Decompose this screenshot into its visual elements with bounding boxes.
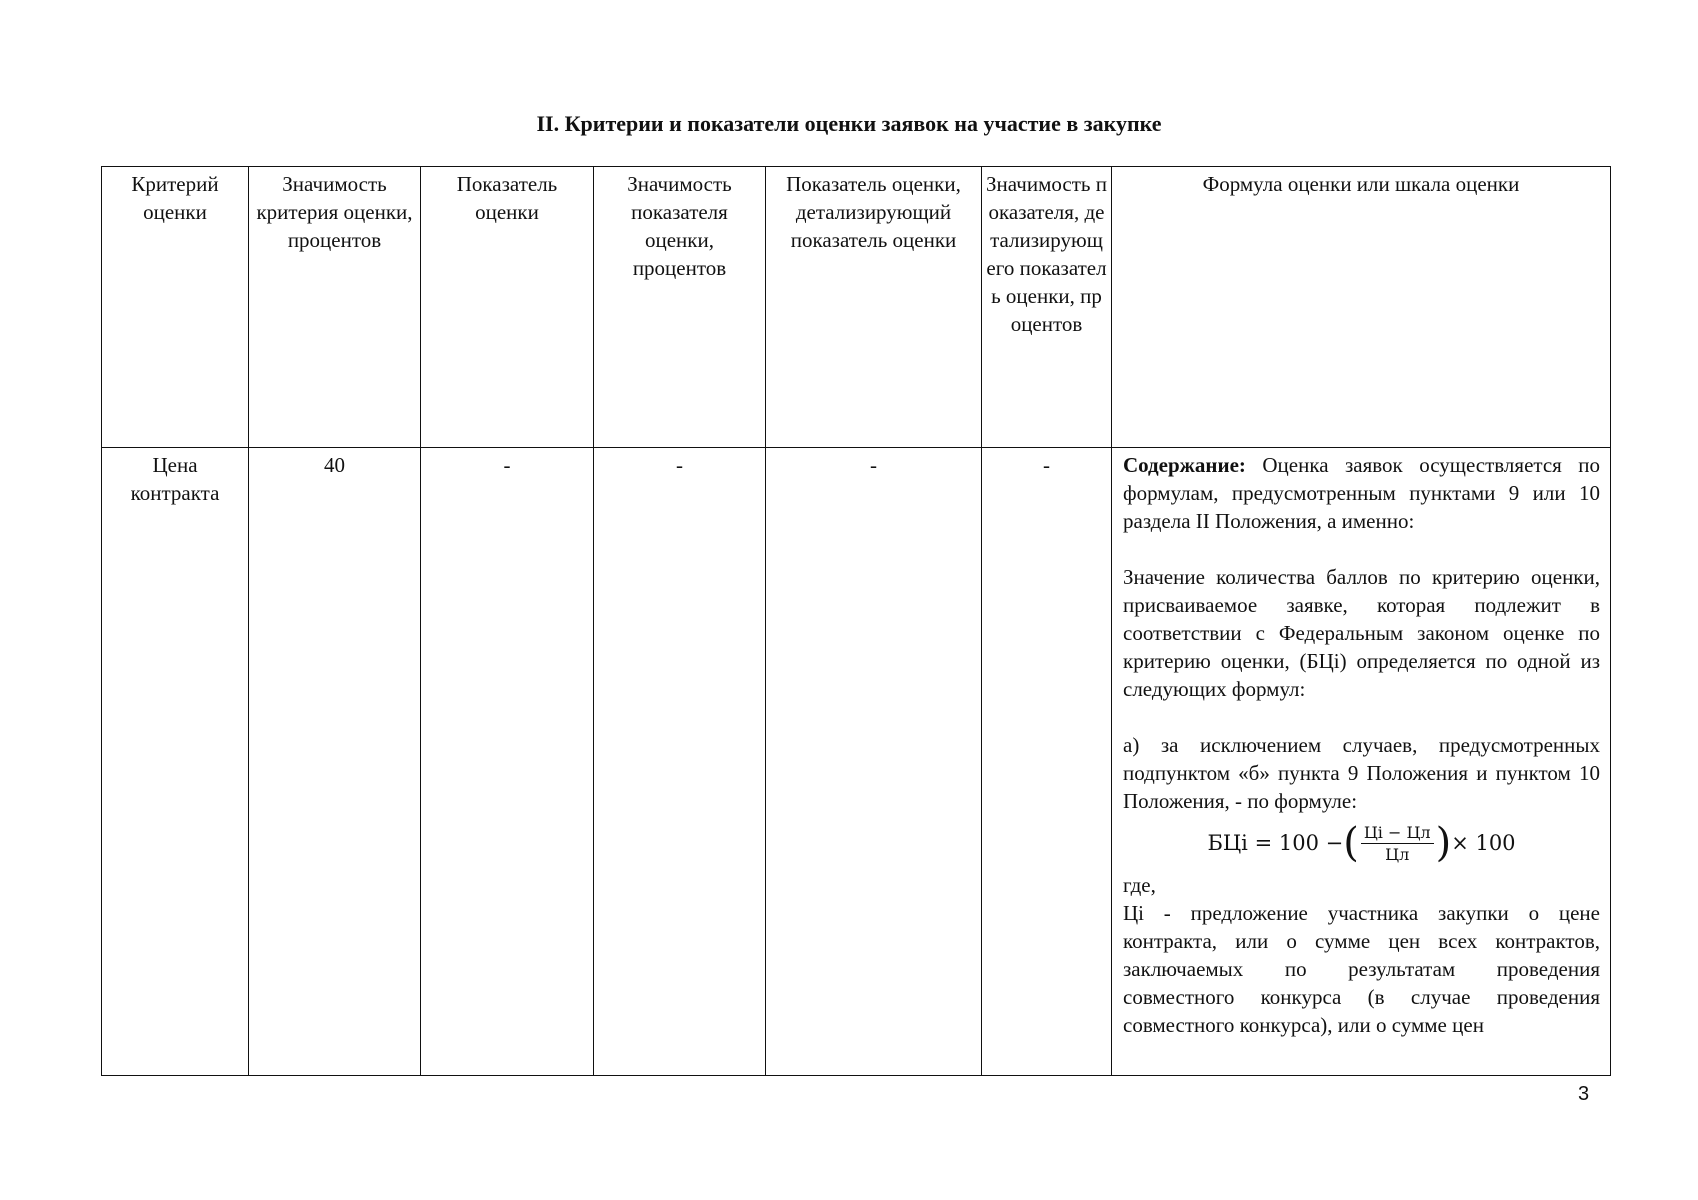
header-indicator-weight: Значимость показателя оценки, процентов [627, 172, 732, 280]
formula-paragraph-content [1123, 451, 1600, 535]
cell-detail-weight: - [1043, 453, 1050, 477]
criteria-table [101, 166, 1611, 1076]
formula-rhs: × 100 [1451, 831, 1516, 855]
formula-paragraph-definition: Цi - предложение участника закупки о цене контракта, или о сумме цен всех контрактов, заключаемых по результатам проведения совместного конкурса (в случае проведения совместного конкурса), или о сумме цен [1123, 901, 1600, 1037]
formula-denominator: Цл [1385, 844, 1410, 864]
cell-detail-indicator: - [870, 453, 877, 477]
cell-indicator: - [503, 453, 511, 477]
header-criterion: Критерий оценки [131, 172, 219, 224]
header-detail-weight: Значимость показателя, детализирующего показатель оценки, процентов [986, 172, 1107, 336]
cell-criterion: Цена контракта [130, 453, 220, 505]
formula-numerator: Цi − Цл [1361, 822, 1434, 844]
content-text: Оценка заявок осуществляется по формулам, предусмотренным пунктами 9 или 10 раздела II Положения, а именно: [1123, 453, 1600, 533]
cell-formula [1112, 448, 1610, 1075]
header-criterion-weight: Значимость критерия оценки, процентов [256, 172, 413, 252]
formula-paragraph-case-a: а) за исключением случаев, предусмотренных подпунктом «б» пункта 9 Положения и пунктом 10 Положения, - по формуле: [1123, 733, 1600, 813]
header-detail-indicator: Показатель оценки, детализирующий показатель оценки [786, 172, 961, 252]
formula-fraction [1361, 822, 1434, 865]
cell-criterion-weight: 40 [324, 453, 345, 477]
price-formula: БЦi = 100 − ( $\frac{Цi - Цл}{Цл}$ ) × 100 [1207, 820, 1516, 866]
formula-lhs: БЦi = 100 − [1207, 831, 1344, 855]
cell-indicator-weight: - [676, 453, 683, 477]
page-title: II. Критерии и показатели оценки заявок на участие в закупке [536, 111, 1162, 136]
formula-paragraph-scoring: Значение количества баллов по критерию оценки, присваиваемое заявке, которая подлежит в соответствии с Федеральным законом оценке по критерию оценки, (БЦi) определяется по одной из следующих формул: [1123, 565, 1600, 701]
header-indicator: Показатель оценки [456, 172, 558, 224]
header-formula: Формула оценки или шкала оценки [1202, 172, 1520, 196]
formula-where: где, [1123, 873, 1156, 897]
content-label: Содержание: [1123, 453, 1246, 477]
page-number: 3 [1578, 1083, 1590, 1105]
